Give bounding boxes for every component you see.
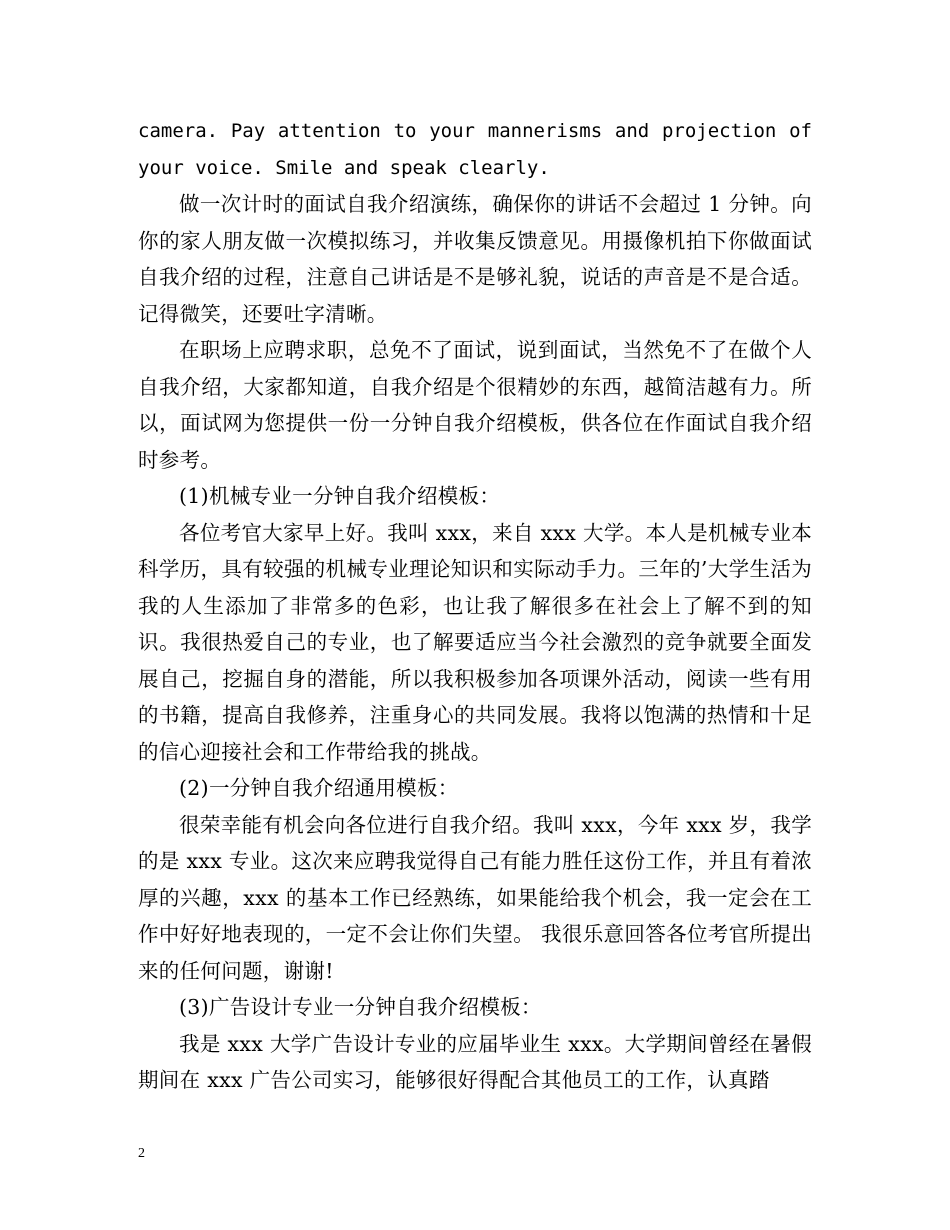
paragraph-practice-advice: 做一次计时的面试自我介绍演练，确保你的讲话不会超过 1 分钟。向你的家人朋友做一次模拟练习，并收集反馈意见。用摄像机拍下你做面试自我介绍的过程，注意自己讲话是不是够礼貌，说话的声音是不是合适。记得微笑，还要吐字清晰。 [138,192,812,326]
heading-advertising-template: (3)广告设计专业一分钟自我介绍模板： [179,995,542,1019]
heading-general-template: (2)一分钟自我介绍通用模板： [179,776,459,800]
heading-mechanical-template: (1)机械专业一分钟自我介绍模板： [179,484,501,508]
paragraph-mechanical-template: 各位考官大家早上好。我叫 xxx，来自 xxx 大学。本人是机械专业本科学历，具有较强的机械专业理论知识和实际动手力。三年的’大学生活为我的人生添加了非常多的色彩，也让我了解很多在社会上了解不到的知识。我很热爱自己的专业，也了解要适应当今社会激烈的竞争就要全面发展自己，挖掘自身的潜能，所以我积极参加各项课外活动，阅读一些有用的书籍，提高自我修养，注重身心的共同发展。我将以饱满的热情和十足的信心迎接社会和工作带给我的挑战。 [138,520,812,764]
paragraph-general-template: 很荣幸能有机会向各位进行自我介绍。我叫 xxx，今年 xxx 岁，我学的是 xxx 专业。这次来应聘我觉得自己有能力胜任这份工作，并且有着浓厚的兴趣，xxx 的基本工作已经熟练，如果能给我个机会，我一定会在工作中好好地表现的，一定不会让你们失望。 我很乐意回答各位考官所提出来的任何问题，谢谢! [138,812,812,983]
page-number: 2 [138,1146,145,1161]
paragraph-intro-overview: 在职场上应聘求职，总免不了面试，说到面试，当然免不了在做个人自我介绍，大家都知道，自我介绍是个很精妙的东西，越简洁越有力。所以，面试网为您提供一份一分钟自我介绍模板，供各位在作面试自我介绍时参考。 [138,338,812,472]
paragraph-english-tips: camera. Pay attention to your mannerisms and projection of your voice. Smile and speak clearly. [138,120,824,179]
document-body [138,113,824,1099]
paragraph-advertising-template: 我是 xxx 大学广告设计专业的应届毕业生 xxx。大学期间曾经在暑假期间在 xxx 广告公司实习，能够很好得配合其他员工的工作，认真踏 [138,1031,812,1092]
